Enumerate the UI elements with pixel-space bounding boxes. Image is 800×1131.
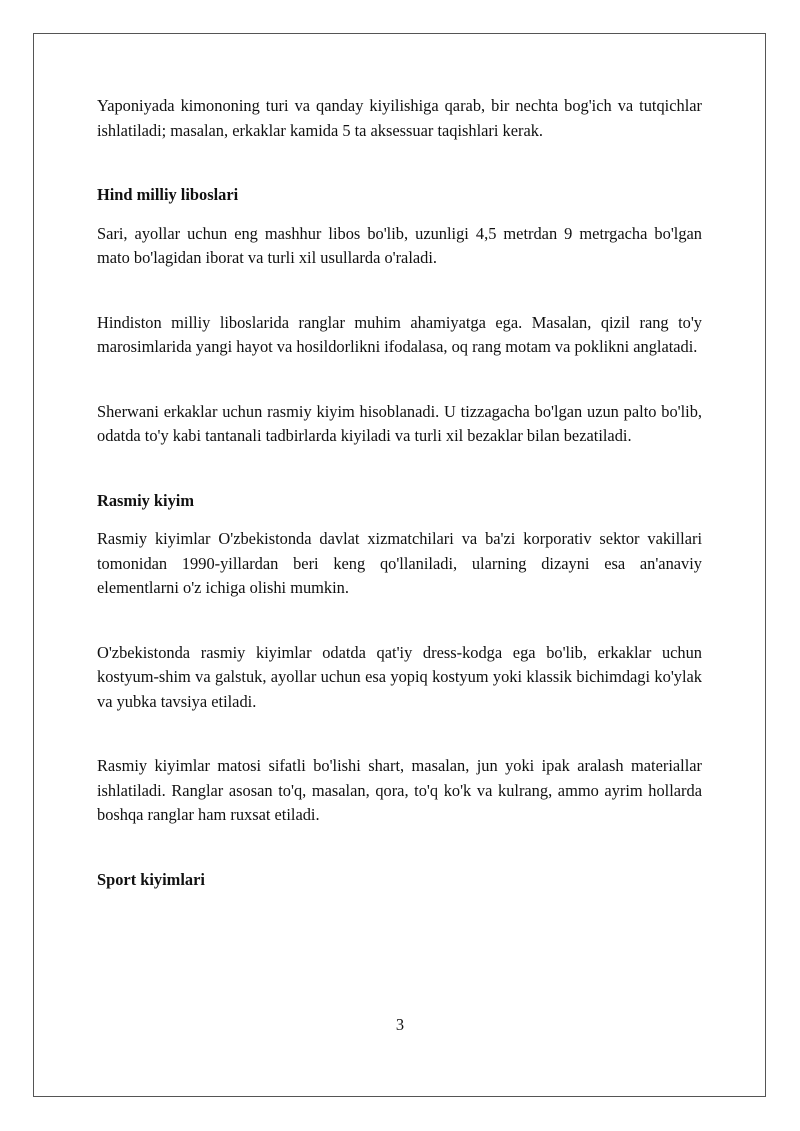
paragraph-colors-meaning: Hindiston milliy liboslarida ranglar muhim ahamiyatga ega. Masalan, qizil rang to'y marosimlarida yangi hayot va hosildorlikni ifodalasa, oq rang motam va poklikni anglatadi. <box>97 312 702 356</box>
paragraph-sherwani: Sherwani erkaklar uchun rasmiy kiyim hisoblanadi. U tizzagacha bo'lgan uzun palto bo'lib, odatda to'y kabi tantanali tadbirlarda kiyiladi va turli xil bezaklar bilan bezatiladi. <box>97 401 702 445</box>
heading-indian-national-clothing: Hind milliy liboslari <box>97 185 239 204</box>
paragraph-dress-code: O'zbekistonda rasmiy kiyimlar odatda qat'iy dress-kodga ega bo'lib, erkaklar uchun kostyum-shim va galstuk, ayollar uchun esa yopiq kostyum yoki klassik bichimdagi ko'ylak va yubka tavsiya etiladi. <box>97 642 702 711</box>
paragraph-sari: Sari, ayollar uchun eng mashhur libos bo'lib, uzunligi 4,5 metrdan 9 metrgacha bo'lgan mato bo'lagidan iborat va turli xil usullarda o'raladi. <box>97 223 702 267</box>
page-number: 3 <box>395 1015 405 1034</box>
page-content <box>97 94 702 892</box>
heading-formal-wear: Rasmiy kiyim <box>97 490 194 510</box>
paragraph-fabric-colors: Rasmiy kiyimlar matosi sifatli bo'lishi shart, masalan, jun yoki ipak aralash materiallar ishlatiladi. Ranglar asosan to'q, masalan, qora, to'q ko'k va kulrang, ammo ayrim hollarda boshqa ranglar ham ruxsat etiladi. <box>97 756 702 824</box>
paragraph-formal-wear-usage: Rasmiy kiyimlar O'zbekistonda davlat xizmatchilari va ba'zi korporativ sektor vakillari tomonidan 1990-yillardan beri keng qo'llaniladi, ularning dizayni esa an'anaviy elementlarni o'z ichiga olishi mumkin. <box>97 529 702 597</box>
heading-sportswear: Sport kiyimlari <box>97 869 205 889</box>
paragraph-kimono-accessories: Yaponiyada kimononing turi va qanday kiyilishiga qarab, bir nechta bog'ich va tutqichlar ishlatiladi; masalan, erkaklar kamida 5 ta aksessuar taqishlari kerak. <box>97 96 702 140</box>
